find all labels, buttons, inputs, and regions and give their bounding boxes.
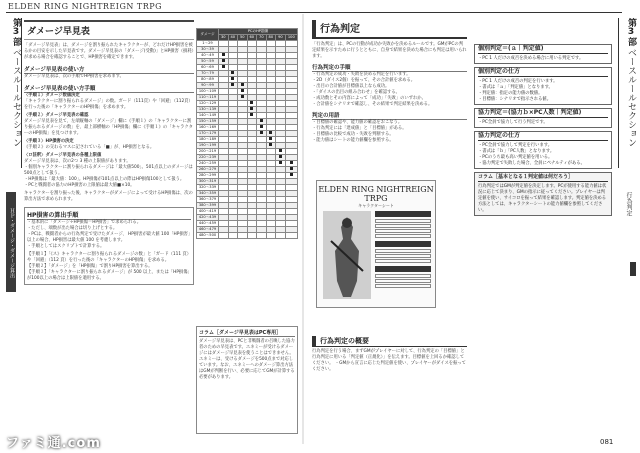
individual-check-howto-box xyxy=(474,67,612,105)
table-row-damage-label: 380〜399 xyxy=(197,202,219,208)
sheet-character-art xyxy=(323,211,371,299)
sheet-stat-bar xyxy=(375,241,431,247)
individual-check-text: ・PC 1 人だけの成否を決める場合に用いる判定です。 xyxy=(478,56,584,61)
left-part-tab xyxy=(6,18,22,168)
left-part-label: ベースルールセクション xyxy=(11,48,21,147)
trail-text: キャラクターを割り振った後、キャラクターがダメージによって受けるHP損傷は、次の算出方法で求められます。 xyxy=(24,191,193,202)
table-cell-mark xyxy=(279,161,282,164)
step1-title: 〈手順１〉ダメージ数値決定 xyxy=(24,93,80,98)
subheading-check-terms: 判定の用語 xyxy=(312,111,467,120)
table-cell-mark xyxy=(231,71,234,74)
step2-text: ダメージ早見表を見て、左端縦軸の「ダメージ」欄に《手順１》の「キャラクターに割り振られるダメージの数」を、最上部横軸の「HP損傷」欄に《手順１》の「キャラクターのHP損傷」を見つけます。 xyxy=(24,119,193,136)
table-header-damage: ダメージ xyxy=(197,29,219,41)
check-terms-text: ・目標値の確認や、能力値の確認をおこなう。 ・行為判定には「達成値」と「目標値」がある。 ・目標値の比較で成功・失敗を判断する。 ・能力値はシートの能力値欄を参照する。 xyxy=(312,120,407,143)
table-cell xyxy=(219,232,229,238)
table-row-damage-label: 40〜49 xyxy=(197,52,219,58)
table-hp-col-80: 80 xyxy=(266,35,276,41)
step4-bullet-1: ・個別キャラクターに割り振られるダメージは「最大値500」。501点以上のダメージは500点として扱う。 xyxy=(24,165,193,176)
usage-text: ダメージ早見表は、次の手順でHP損害を求めます。 xyxy=(24,74,124,79)
table-row-damage-label: 280〜299 xyxy=(197,172,219,178)
table-hp-col-90: 90 xyxy=(276,35,286,41)
table-row-damage-label: 120〜129 xyxy=(197,100,219,106)
hp-calc-example: 【手順１】「《ス》キャラクターに割り振られるダメージの数」と「ガード（111 頁）や「回避」（112 頁）を行った後の「キャラクターのHP損傷」を求める。 【手順２】「ダメージ」を「HP損傷」で割りHP損害を算出する。 【手順３】「キャラクターに割り振られるダメージ」が 500 以上、または「HP損傷」が100以上の場合は上限値を適用する。 xyxy=(27,252,190,281)
table-row-damage-label: 1〜29 xyxy=(197,40,219,46)
sheet-logo-title: ELDEN RING NIGHTREIGN TRPG xyxy=(318,185,434,203)
table-row-damage-label: 460〜479 xyxy=(197,226,219,232)
table-row-damage-label: 480〜500 xyxy=(197,232,219,238)
table-header-hp: PCのHP損傷 xyxy=(219,29,298,35)
step3-text: 《手順２》の交わるマスに記されている「■」が、HP損害となる。 xyxy=(24,145,155,150)
column-note-text: ダメージ早見表は、PCと非戦闘者の召喚した協力者のための早見表です。エネミーが受けるダメージにはダメージ早見表を使うことはできません。エネミーは、受けるダメージを500点まで対応しています。なお、エネミーへのダメージ算出方法はGMが判断を行い、必要に応じてGMが計算する必要があります。 xyxy=(199,339,295,380)
header-rule xyxy=(6,12,622,13)
right-part-number: 第3部 xyxy=(626,18,636,46)
table-row-damage-label: 150〜159 xyxy=(197,118,219,124)
step1-text: 「キャラクターに割り振られるダメージ」の数。ガード（111頁）や「回避」（112頁）を行った後の「キャラクターのHP損傷」を求めます。 xyxy=(24,99,193,110)
table-cell-mark xyxy=(241,83,244,86)
left-part-number: 第3部 xyxy=(11,18,21,46)
cooperative-check-text: ・PC全員で協力して行う判定です。 xyxy=(478,120,548,125)
table-row-damage-label: 220〜239 xyxy=(197,154,219,160)
left-side-section-label: ＨＰ・ダメージ・ダメージ算出 xyxy=(6,192,16,292)
right-column xyxy=(474,44,612,440)
table-row-damage-label: 260〜279 xyxy=(197,166,219,172)
table-cell xyxy=(247,232,257,238)
column-note-heading: コラム［ダメージ早見表はPC専用］ xyxy=(199,329,295,337)
table-cell-mark xyxy=(241,89,244,92)
table-row-damage-label: 300〜319 xyxy=(197,178,219,184)
individual-check-howto-text: ・PC 1 人だけの成否の判定を行います。 ・書式は「ａ」「判定値」となります。 ・判定値：指定の能力値の数値。 ・目標値：シナリオで指示される値。 xyxy=(478,79,558,102)
check-procedure-text: ・行為判定の成功・失敗を決める判定を行います。 ・2D（ダイス2個）を振って、その合計値を求める。 ・出目の合計値が目標値以上なら成功。 ・「ダイスの出目の組み合わせ」を確認する。 ・成功数とその内容によって「成功」「失敗」のいずれか。 ・合計値をシナリオで確認し、その結果で判定結果を決める。 xyxy=(312,72,433,107)
step4-bullet-3: ・PCと戦闘者の協力のHP損害の上限値は最大値■×10。 xyxy=(24,183,135,188)
right-part-label: ベースルールセクション xyxy=(626,48,636,147)
right-side-section-label: 行為判定 xyxy=(625,192,632,216)
column-note-box xyxy=(196,326,298,434)
action-check-intro: 「行為判定」は、PCの行動が成功か失敗かを決めるルールです。GMがPCの判定結果を示すために行うとともに、自身で結果を決めた場合にも判定は用いられます。 xyxy=(312,42,467,59)
table-hp-col-60: 60 xyxy=(247,35,257,41)
table-row-damage-label: 60〜69 xyxy=(197,64,219,70)
table-row-damage-label: 160〜169 xyxy=(197,124,219,130)
cooperative-check-box xyxy=(474,108,612,128)
table-cell-mark xyxy=(269,137,272,140)
subheading-usage: ダメージ早見表の使い方 xyxy=(24,65,194,74)
damage-chart-table-wrap xyxy=(196,28,298,320)
step4-bullet-2: ・HP損傷は「最大値：100」。HP損傷が101点以上の際はHP損傷100として扱う。 xyxy=(24,177,185,182)
right-thumb-index xyxy=(630,262,636,276)
table-row-damage-label: 420〜439 xyxy=(197,214,219,220)
table-cell-mark xyxy=(222,53,225,56)
table-row-damage-label: 320〜339 xyxy=(197,184,219,190)
sheet-stat-bar xyxy=(375,211,431,217)
table-cell xyxy=(238,232,248,238)
table-row-damage-label: 110〜119 xyxy=(197,94,219,100)
sheet-stat-row xyxy=(375,234,431,238)
table-cell-mark xyxy=(250,113,253,116)
individual-check-box xyxy=(474,44,612,64)
sheet-stat-row xyxy=(375,274,431,278)
table-cell-mark xyxy=(241,95,244,98)
left-column xyxy=(24,20,194,440)
sheet-stat-row xyxy=(375,254,431,258)
table-row-damage-label: 170〜179 xyxy=(197,130,219,136)
cooperative-check-title: 協力判定＝(協力ｂ×PC人数｜判定値) xyxy=(478,110,608,118)
damage-chart-table xyxy=(196,28,298,239)
watermark-logo: ファミ通.com xyxy=(6,436,101,451)
check-overview-section xyxy=(312,336,467,436)
table-cell-mark xyxy=(260,131,263,134)
table-row-damage-label: 90〜99 xyxy=(197,82,219,88)
table-row-damage-label: 360〜379 xyxy=(197,196,219,202)
sheet-subtitle: キャラクターシート xyxy=(358,203,394,208)
table-row-damage-label: 200〜219 xyxy=(197,148,219,154)
table-hp-col-30: 30 xyxy=(219,35,229,41)
table-cell-mark xyxy=(231,77,234,80)
table-body xyxy=(197,40,298,238)
right-column-note-title: コラム［基本となる１判定値は何だろう］ xyxy=(478,174,608,182)
cooperative-check-howto-title: 協力判定の仕方 xyxy=(478,133,608,141)
table-cell-mark xyxy=(290,173,293,176)
step4-title: 〈ロ註釈〉ダメージ早見表の各種上限値 xyxy=(24,153,102,158)
table-cell-mark xyxy=(250,101,253,104)
table-cell-mark xyxy=(269,131,272,134)
table-row-damage-label: 190〜199 xyxy=(197,142,219,148)
right-column-note-box xyxy=(474,172,612,216)
table-cell-mark xyxy=(250,107,253,110)
table-row-damage-label: 70〜79 xyxy=(197,70,219,76)
hp-calc-text: ・基本的に「ダメージ÷HP損傷＝HP損害」で求められる。 ・ただし、端数が出た場合は切り上げとする。 ・PCは、戦闘者からの行為判定で受けたダメージ、 HP損害が最大値 100「HP損害」以上の場合、HP損害は最大値 100 を考慮します。 ・手順としてはスクリプトで計算する。 xyxy=(27,220,191,249)
subheading-check-procedure: 行為判定の手順 xyxy=(312,63,467,72)
table-row-damage-label: 440〜459 xyxy=(197,220,219,226)
table-cell-mark xyxy=(279,149,282,152)
table-cell-mark xyxy=(231,83,234,86)
table-hp-col-100: 100 xyxy=(285,35,297,41)
individual-check-title: 個別判定＝(ａ｜判定値) xyxy=(478,46,608,54)
table-row-damage-label: 140〜149 xyxy=(197,112,219,118)
character-sheet-figure xyxy=(316,180,436,308)
table-cell-mark xyxy=(260,125,263,128)
sheet-stat-row xyxy=(375,229,431,233)
table-row-damage-label: 80〜89 xyxy=(197,76,219,82)
table-cell xyxy=(285,232,297,238)
table-cell-mark xyxy=(260,119,263,122)
table-row-damage-label: 50〜59 xyxy=(197,58,219,64)
check-overview-text: 行為判定を行う場合、まずGMがプレイヤーに対して、行為判定の「目標値」と行為判定に用いる「判定値（正規化）」を伝えます。目標値を上回るか確認してください。 ・GMから宣言に応じた判定値を使い、プレイヤーがダイスを振ってください。 xyxy=(312,349,466,372)
sheet-stat-bar xyxy=(375,266,431,272)
sheet-stat-row xyxy=(375,284,431,288)
sheet-stat-row xyxy=(375,224,431,228)
table-cell-mark xyxy=(269,143,272,146)
knight-silhouette-icon xyxy=(323,211,371,299)
page-header-title: ELDEN RING NIGHTREIGN TRPG xyxy=(8,2,163,11)
right-column-note-text: 行為判定ではGMが判定値を決定します。PCが使用する能力値は状況に応じて決まり、GMの指示に従ってください。プレイヤーは判定値を使い、サイコロを振って結果を確認します。判定値を決める方法としては、キャラクターシートの能力値欄を参照してください。 xyxy=(478,184,607,213)
table-row-damage-label: 400〜419 xyxy=(197,208,219,214)
table-cell-mark xyxy=(222,65,225,68)
step4-text: ダメージ早見表は、次の2つ 3 種の上限値があります。 xyxy=(24,159,131,164)
section-heading-action-check: 行為判定 xyxy=(312,20,467,39)
cooperative-check-howto-box xyxy=(474,131,612,169)
table-row-damage-label: 100〜109 xyxy=(197,88,219,94)
table-cell-mark xyxy=(290,167,293,170)
table-cell xyxy=(276,232,286,238)
page-number: 081 xyxy=(600,438,614,446)
table-cell-mark xyxy=(290,161,293,164)
subheading-procedure: ダメージ早見表の使い方手順 xyxy=(24,84,194,93)
table-hp-col-70: 70 xyxy=(257,35,267,41)
table-cell xyxy=(257,232,267,238)
damage-chart-intro: 「ダメージ早見表」は、ダメージを割り振られたキャラクターが、どれだけHP損害を被るかの目安を示した早見表です。ダメージ早見表の「ダメージ(受動)」とHP損害（損耗）が求める場合を確認することで、HP損害を確定できます。 xyxy=(24,43,194,60)
table-cell xyxy=(266,232,276,238)
table-hp-col-50: 50 xyxy=(238,35,248,41)
table-cell xyxy=(228,232,238,238)
hp-calc-heading: HP損害の算出手順 xyxy=(27,210,191,220)
step3-title: 〈手順３〉HP損害の決定 xyxy=(24,139,74,144)
sheet-stat-row xyxy=(375,249,431,253)
table-row-damage-label: 30〜39 xyxy=(197,46,219,52)
hp-calc-box xyxy=(24,207,194,285)
sheet-stat-row xyxy=(375,279,431,283)
table-row xyxy=(197,232,298,238)
cooperative-check-howto-text: ・PC全員で協力して判定を行います。 ・書式は「ｂ」「PC人数」となります。 ・PCのうち最も高い判定値を用いる。 ・協力判定で失敗した場合、全員にペナルティがある。 xyxy=(478,143,585,166)
table-row-damage-label: 340〜359 xyxy=(197,190,219,196)
table-row-damage-label: 130〜139 xyxy=(197,106,219,112)
subheading-check-overview: 行為判定の概要 xyxy=(312,336,467,347)
sheet-stat-row xyxy=(375,259,431,263)
table-hp-col-40: 40 xyxy=(228,35,238,41)
individual-check-howto-title: 個別判定の仕方 xyxy=(478,69,608,77)
sheet-stats-area xyxy=(375,211,431,299)
sheet-stat-row xyxy=(375,219,431,223)
step2-title: 〈手順２〉ダメージ早見表の確認 xyxy=(24,113,89,118)
table-row-damage-label: 240〜259 xyxy=(197,160,219,166)
table-cell-mark xyxy=(222,59,225,62)
table-row-damage-label: 180〜189 xyxy=(197,136,219,142)
table-cell-mark xyxy=(279,155,282,158)
page-gutter xyxy=(302,14,304,444)
section-heading-damage-chart: ダメージ早見表 xyxy=(24,20,194,40)
right-part-tab xyxy=(618,18,634,168)
